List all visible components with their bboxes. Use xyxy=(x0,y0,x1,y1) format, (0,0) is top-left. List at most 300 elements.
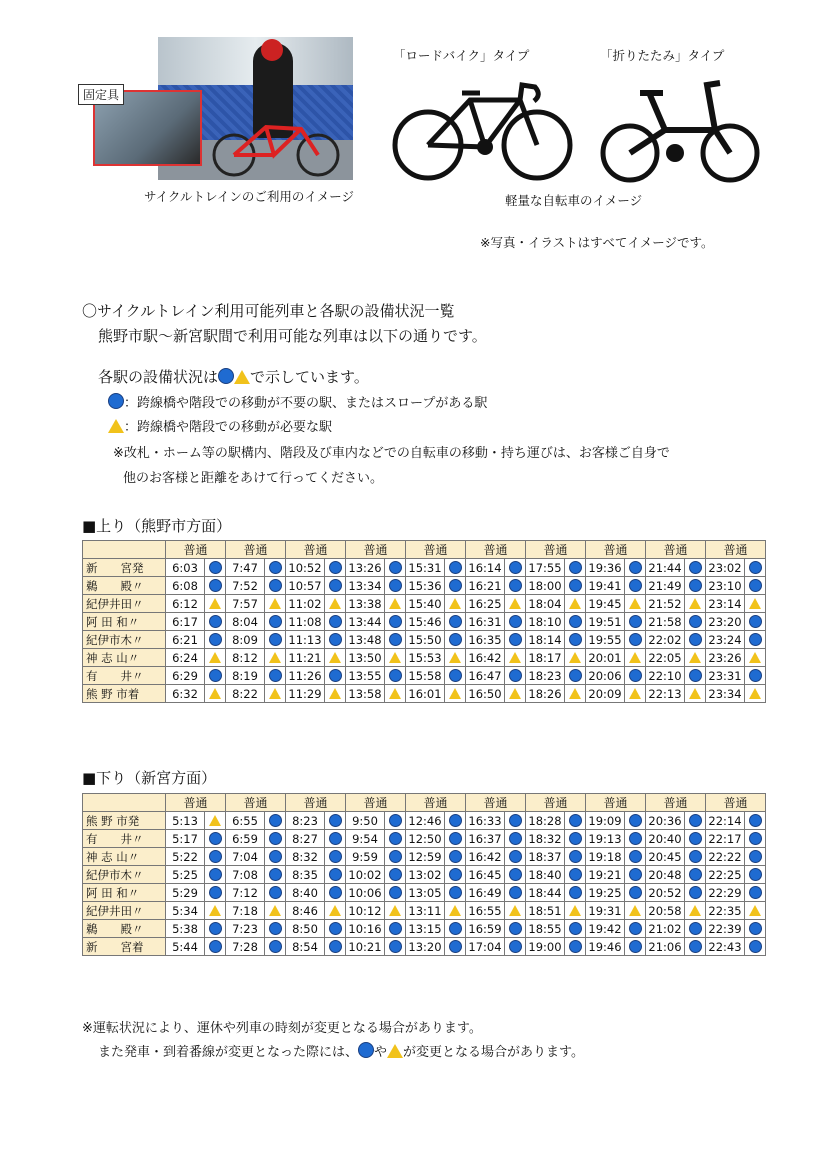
departure-time: 20:01 xyxy=(586,649,625,667)
accessible-dot-icon xyxy=(509,850,522,863)
folding-bike-icon xyxy=(595,75,765,185)
accessible-dot-icon xyxy=(569,814,582,827)
accessible-dot-icon xyxy=(509,633,522,646)
station-name: 紀伊井田〃 xyxy=(83,902,166,920)
facility-cell xyxy=(625,866,646,884)
facility-cell xyxy=(325,685,346,703)
departure-time: 23:31 xyxy=(706,667,745,685)
accessible-dot-icon xyxy=(689,814,702,827)
facility-cell xyxy=(385,938,406,956)
accessible-dot-icon xyxy=(329,850,342,863)
departure-time: 19:42 xyxy=(586,920,625,938)
departure-time: 8:19 xyxy=(226,667,265,685)
accessible-dot-icon xyxy=(749,850,762,863)
facility-cell xyxy=(625,667,646,685)
accessible-dot-icon xyxy=(749,940,762,953)
accessible-dot-icon xyxy=(749,579,762,592)
train-type-header: 普通 xyxy=(226,794,286,812)
facility-cell xyxy=(445,595,466,613)
departure-time: 20:48 xyxy=(646,866,685,884)
departure-time: 11:29 xyxy=(286,685,325,703)
departure-time: 19:13 xyxy=(586,830,625,848)
accessible-dot-icon xyxy=(329,832,342,845)
facility-cell xyxy=(445,830,466,848)
departure-time: 13:15 xyxy=(406,920,445,938)
departure-time: 11:08 xyxy=(286,613,325,631)
departure-time: 18:23 xyxy=(526,667,565,685)
stairs-triangle-icon xyxy=(629,598,641,609)
departure-time: 11:21 xyxy=(286,649,325,667)
stairs-triangle-icon xyxy=(389,905,401,916)
table-row xyxy=(83,902,766,920)
departure-time: 22:14 xyxy=(706,812,745,830)
accessible-dot-icon xyxy=(629,850,642,863)
departure-time: 5:29 xyxy=(166,884,205,902)
facility-cell xyxy=(685,631,706,649)
station-name: 紀伊市木〃 xyxy=(83,866,166,884)
stairs-triangle-icon xyxy=(689,652,701,663)
departure-time: 21:44 xyxy=(646,559,685,577)
accessible-dot-icon xyxy=(749,832,762,845)
accessible-dot-icon xyxy=(449,633,462,646)
departure-time: 8:27 xyxy=(286,830,325,848)
accessible-dot-icon xyxy=(449,832,462,845)
facility-cell xyxy=(625,830,646,848)
accessible-dot-icon xyxy=(749,868,762,881)
status-line xyxy=(98,366,369,387)
departure-time: 10:57 xyxy=(286,577,325,595)
facility-cell xyxy=(265,866,286,884)
departure-time: 8:32 xyxy=(286,848,325,866)
facility-cell xyxy=(625,613,646,631)
departure-time: 13:26 xyxy=(346,559,385,577)
facility-cell xyxy=(445,577,466,595)
train-type-header: 普通 xyxy=(226,541,286,559)
accessible-dot-icon xyxy=(689,868,702,881)
down-table-title: ■下り（新宮方面） xyxy=(82,769,217,787)
departure-time: 15:31 xyxy=(406,559,445,577)
facility-cell xyxy=(445,631,466,649)
departure-time: 18:51 xyxy=(526,902,565,920)
departure-time: 8:50 xyxy=(286,920,325,938)
facility-cell xyxy=(385,577,406,595)
accessible-dot-icon xyxy=(329,633,342,646)
facility-cell xyxy=(745,685,766,703)
accessible-dot-icon xyxy=(209,940,222,953)
facility-cell xyxy=(205,577,226,595)
accessible-dot-icon xyxy=(689,561,702,574)
accessible-dot-icon xyxy=(389,633,402,646)
accessible-dot-icon xyxy=(689,633,702,646)
departure-time: 17:04 xyxy=(466,938,505,956)
table-row xyxy=(83,685,766,703)
facility-cell xyxy=(565,631,586,649)
stairs-triangle-icon xyxy=(389,652,401,663)
departure-time: 13:38 xyxy=(346,595,385,613)
table-row xyxy=(83,631,766,649)
accessible-dot-icon xyxy=(749,561,762,574)
facility-cell xyxy=(445,559,466,577)
stairs-triangle-icon xyxy=(689,688,701,699)
train-type-header: 普通 xyxy=(406,541,466,559)
departure-time: 18:00 xyxy=(526,577,565,595)
stairs-triangle-icon xyxy=(389,688,401,699)
departure-time: 13:34 xyxy=(346,577,385,595)
footer-note-1: ※運転状況により、運休や列車の時刻が変更となる場合があります。 xyxy=(82,1021,482,1036)
section-subtitle: 熊野市駅～新宮駅間で利用可能な列車は以下の通りです。 xyxy=(98,327,487,345)
accessible-dot-icon xyxy=(269,940,282,953)
accessible-dot-icon xyxy=(569,922,582,935)
accessible-dot-icon xyxy=(329,940,342,953)
stairs-triangle-icon xyxy=(329,688,341,699)
departure-time: 22:10 xyxy=(646,667,685,685)
stairs-triangle-icon xyxy=(209,688,221,699)
facility-cell xyxy=(745,595,766,613)
stairs-triangle-icon xyxy=(269,905,281,916)
facility-cell xyxy=(385,866,406,884)
facility-cell xyxy=(745,812,766,830)
facility-cell xyxy=(505,559,526,577)
accessible-dot-icon xyxy=(269,886,282,899)
table-row xyxy=(83,595,766,613)
accessible-dot-icon xyxy=(389,579,402,592)
departure-time: 12:46 xyxy=(406,812,445,830)
departure-time: 19:45 xyxy=(586,595,625,613)
facility-cell xyxy=(745,884,766,902)
facility-cell xyxy=(385,613,406,631)
legend-triangle-icon xyxy=(108,419,124,433)
accessible-dot-icon xyxy=(209,669,222,682)
facility-cell xyxy=(325,812,346,830)
departure-time: 5:25 xyxy=(166,866,205,884)
facility-cell xyxy=(625,685,646,703)
accessible-dot-icon xyxy=(629,868,642,881)
fixture-label: 固定具 xyxy=(78,84,124,105)
departure-time: 11:02 xyxy=(286,595,325,613)
facility-cell xyxy=(385,830,406,848)
accessible-dot-icon xyxy=(629,561,642,574)
facility-cell xyxy=(205,613,226,631)
facility-cell xyxy=(745,830,766,848)
facility-cell xyxy=(505,830,526,848)
departure-time: 8:40 xyxy=(286,884,325,902)
station-name: 鵜 殿〃 xyxy=(83,920,166,938)
facility-cell xyxy=(625,848,646,866)
departure-time: 19:55 xyxy=(586,631,625,649)
stairs-triangle-icon xyxy=(329,598,341,609)
accessible-dot-icon xyxy=(269,922,282,935)
train-type-header: 普通 xyxy=(586,541,646,559)
facility-cell xyxy=(745,667,766,685)
facility-cell xyxy=(325,920,346,938)
accessible-dot-icon xyxy=(689,615,702,628)
train-type-header: 普通 xyxy=(346,541,406,559)
down-timetable xyxy=(82,793,766,956)
departure-time: 13:11 xyxy=(406,902,445,920)
accessible-dot-icon xyxy=(209,561,222,574)
station-name: 熊 野 市着 xyxy=(83,685,166,703)
stairs-triangle-icon xyxy=(629,905,641,916)
table-row xyxy=(83,938,766,956)
stairs-triangle-icon xyxy=(209,905,221,916)
accessible-dot-icon xyxy=(269,669,282,682)
departure-time: 16:37 xyxy=(466,830,505,848)
facility-cell xyxy=(385,884,406,902)
table-row xyxy=(83,613,766,631)
facility-cell xyxy=(205,631,226,649)
accessible-dot-icon xyxy=(389,832,402,845)
stairs-triangle-icon xyxy=(269,688,281,699)
accessible-dot-icon xyxy=(389,850,402,863)
stairs-triangle-icon xyxy=(749,598,761,609)
departure-time: 13:58 xyxy=(346,685,385,703)
facility-cell xyxy=(685,938,706,956)
accessible-dot-icon xyxy=(509,886,522,899)
departure-time: 22:29 xyxy=(706,884,745,902)
accessible-dot-icon xyxy=(629,633,642,646)
up-timetable xyxy=(82,540,766,703)
facility-cell xyxy=(445,685,466,703)
facility-cell xyxy=(625,812,646,830)
departure-time: 20:36 xyxy=(646,812,685,830)
facility-cell xyxy=(385,920,406,938)
facility-cell xyxy=(445,613,466,631)
facility-cell xyxy=(385,631,406,649)
facility-cell xyxy=(745,631,766,649)
departure-time: 5:13 xyxy=(166,812,205,830)
facility-cell xyxy=(385,667,406,685)
departure-time: 7:08 xyxy=(226,866,265,884)
facility-cell xyxy=(205,812,226,830)
departure-time: 22:39 xyxy=(706,920,745,938)
accessible-dot-icon xyxy=(209,850,222,863)
departure-time: 18:44 xyxy=(526,884,565,902)
station-name: 新 宮発 xyxy=(83,559,166,577)
facility-cell xyxy=(625,902,646,920)
accessible-dot-icon xyxy=(329,561,342,574)
departure-time: 6:12 xyxy=(166,595,205,613)
departure-time: 23:34 xyxy=(706,685,745,703)
accessible-dot-icon xyxy=(329,814,342,827)
departure-time: 8:54 xyxy=(286,938,325,956)
accessible-dot-icon xyxy=(569,886,582,899)
departure-time: 8:12 xyxy=(226,649,265,667)
stairs-triangle-icon xyxy=(509,598,521,609)
departure-time: 23:10 xyxy=(706,577,745,595)
facility-cell xyxy=(205,938,226,956)
facility-cell xyxy=(505,667,526,685)
bike-caption: 軽量な自転車のイメージ xyxy=(505,193,643,208)
stairs-triangle-icon xyxy=(449,905,461,916)
facility-cell xyxy=(565,830,586,848)
facility-cell xyxy=(265,577,286,595)
accessible-dot-icon xyxy=(329,922,342,935)
departure-time: 16:14 xyxy=(466,559,505,577)
facility-cell xyxy=(265,884,286,902)
table-header-row xyxy=(83,541,766,559)
stairs-triangle-icon xyxy=(449,598,461,609)
facility-cell xyxy=(565,667,586,685)
facility-cell xyxy=(265,812,286,830)
facility-cell xyxy=(505,866,526,884)
train-type-header: 普通 xyxy=(406,794,466,812)
accessible-dot-icon xyxy=(389,615,402,628)
departure-time: 21:58 xyxy=(646,613,685,631)
stairs-triangle-icon xyxy=(269,652,281,663)
departure-time: 5:34 xyxy=(166,902,205,920)
facility-cell xyxy=(745,920,766,938)
facility-cell xyxy=(685,848,706,866)
departure-time: 18:26 xyxy=(526,685,565,703)
departure-time: 13:55 xyxy=(346,667,385,685)
departure-time: 7:04 xyxy=(226,848,265,866)
facility-cell xyxy=(505,902,526,920)
facility-cell xyxy=(205,920,226,938)
accessible-dot-icon xyxy=(389,922,402,935)
accessible-dot-icon xyxy=(329,868,342,881)
road-bike-icon xyxy=(390,75,575,185)
accessible-dot-icon xyxy=(449,922,462,935)
departure-time: 9:54 xyxy=(346,830,385,848)
up-table-title: ■上り（熊野市方面） xyxy=(82,517,232,535)
departure-time: 18:17 xyxy=(526,649,565,667)
facility-cell xyxy=(505,649,526,667)
facility-cell xyxy=(325,902,346,920)
facility-cell xyxy=(445,812,466,830)
departure-time: 6:03 xyxy=(166,559,205,577)
facility-cell xyxy=(625,631,646,649)
facility-cell xyxy=(685,559,706,577)
facility-cell xyxy=(745,613,766,631)
departure-time: 5:38 xyxy=(166,920,205,938)
accessible-dot-icon xyxy=(389,669,402,682)
departure-time: 12:50 xyxy=(406,830,445,848)
legend-tri-text: ：跨線橋や階段での移動が必要な駅 xyxy=(124,420,333,435)
facility-cell xyxy=(265,902,286,920)
accessible-dot-icon xyxy=(569,850,582,863)
accessible-dot-icon xyxy=(749,615,762,628)
departure-time: 16:25 xyxy=(466,595,505,613)
facility-cell xyxy=(505,595,526,613)
accessible-dot-icon xyxy=(449,940,462,953)
station-name: 新 宮着 xyxy=(83,938,166,956)
facility-cell xyxy=(325,631,346,649)
header-corner-cell xyxy=(83,794,166,812)
facility-cell xyxy=(505,577,526,595)
departure-time: 16:21 xyxy=(466,577,505,595)
facility-cell xyxy=(205,884,226,902)
accessible-dot-icon xyxy=(509,868,522,881)
facility-cell xyxy=(565,685,586,703)
departure-time: 21:06 xyxy=(646,938,685,956)
station-name: 有 井〃 xyxy=(83,667,166,685)
train-type-header: 普通 xyxy=(466,794,526,812)
departure-time: 7:57 xyxy=(226,595,265,613)
accessible-dot-icon xyxy=(449,615,462,628)
departure-time: 5:17 xyxy=(166,830,205,848)
accessible-dot-icon xyxy=(509,615,522,628)
departure-time: 21:49 xyxy=(646,577,685,595)
facility-cell xyxy=(625,595,646,613)
photo-bike-icon xyxy=(206,115,346,177)
accessible-dot-icon xyxy=(209,832,222,845)
accessible-dot-icon xyxy=(629,940,642,953)
departure-time: 20:52 xyxy=(646,884,685,902)
departure-time: 18:37 xyxy=(526,848,565,866)
facility-cell xyxy=(325,613,346,631)
facility-cell xyxy=(565,920,586,938)
accessible-dot-icon xyxy=(209,886,222,899)
station-name: 熊 野 市発 xyxy=(83,812,166,830)
accessible-dot-icon xyxy=(449,886,462,899)
accessible-dot-icon xyxy=(389,561,402,574)
facility-cell xyxy=(265,631,286,649)
departure-time: 6:21 xyxy=(166,631,205,649)
accessible-dot-icon xyxy=(449,868,462,881)
departure-time: 19:21 xyxy=(586,866,625,884)
accessible-dot-icon xyxy=(449,579,462,592)
departure-time: 21:02 xyxy=(646,920,685,938)
section-title: 〇サイクルトレイン利用可能列車と各駅の設備状況一覧 xyxy=(82,302,455,320)
departure-time: 18:28 xyxy=(526,812,565,830)
train-type-header: 普通 xyxy=(346,794,406,812)
stairs-triangle-icon xyxy=(569,598,581,609)
facility-cell xyxy=(385,902,406,920)
road-bike-label: 「ロードバイク」タイプ xyxy=(393,48,530,63)
accessible-dot-icon xyxy=(569,615,582,628)
facility-cell xyxy=(505,685,526,703)
folding-bike-label: 「折りたたみ」タイプ xyxy=(600,48,725,63)
departure-time: 20:45 xyxy=(646,848,685,866)
facility-cell xyxy=(325,577,346,595)
accessible-dot-icon xyxy=(209,615,222,628)
accessible-dot-icon xyxy=(509,922,522,935)
departure-time: 9:50 xyxy=(346,812,385,830)
facility-cell xyxy=(565,559,586,577)
departure-time: 15:36 xyxy=(406,577,445,595)
facility-cell xyxy=(205,649,226,667)
accessible-dot-icon xyxy=(449,850,462,863)
accessible-dot-icon xyxy=(569,633,582,646)
departure-time: 18:32 xyxy=(526,830,565,848)
departure-time: 22:43 xyxy=(706,938,745,956)
accessible-dot-icon xyxy=(749,814,762,827)
stairs-triangle-icon xyxy=(389,598,401,609)
facility-cell xyxy=(445,938,466,956)
accessible-dot-icon xyxy=(569,579,582,592)
facility-cell xyxy=(385,559,406,577)
departure-time: 13:44 xyxy=(346,613,385,631)
table-row xyxy=(83,559,766,577)
facility-cell xyxy=(265,685,286,703)
accessible-dot-icon xyxy=(269,868,282,881)
train-type-header: 普通 xyxy=(166,794,226,812)
accessible-dot-icon xyxy=(689,922,702,935)
accessible-dot-icon xyxy=(629,832,642,845)
accessible-dot-icon xyxy=(449,669,462,682)
departure-time: 22:35 xyxy=(706,902,745,920)
stairs-triangle-icon xyxy=(449,652,461,663)
departure-time: 8:22 xyxy=(226,685,265,703)
departure-time: 18:40 xyxy=(526,866,565,884)
accessible-dot-icon xyxy=(389,940,402,953)
departure-time: 16:47 xyxy=(466,667,505,685)
departure-time: 13:50 xyxy=(346,649,385,667)
accessible-dot-icon xyxy=(389,886,402,899)
facility-cell xyxy=(325,938,346,956)
facility-cell xyxy=(505,812,526,830)
caution-line-1: ※改札・ホーム等の駅構内、階段及び車内などでの自転車の移動・持ち運びは、お客様ご自身で xyxy=(113,446,670,461)
